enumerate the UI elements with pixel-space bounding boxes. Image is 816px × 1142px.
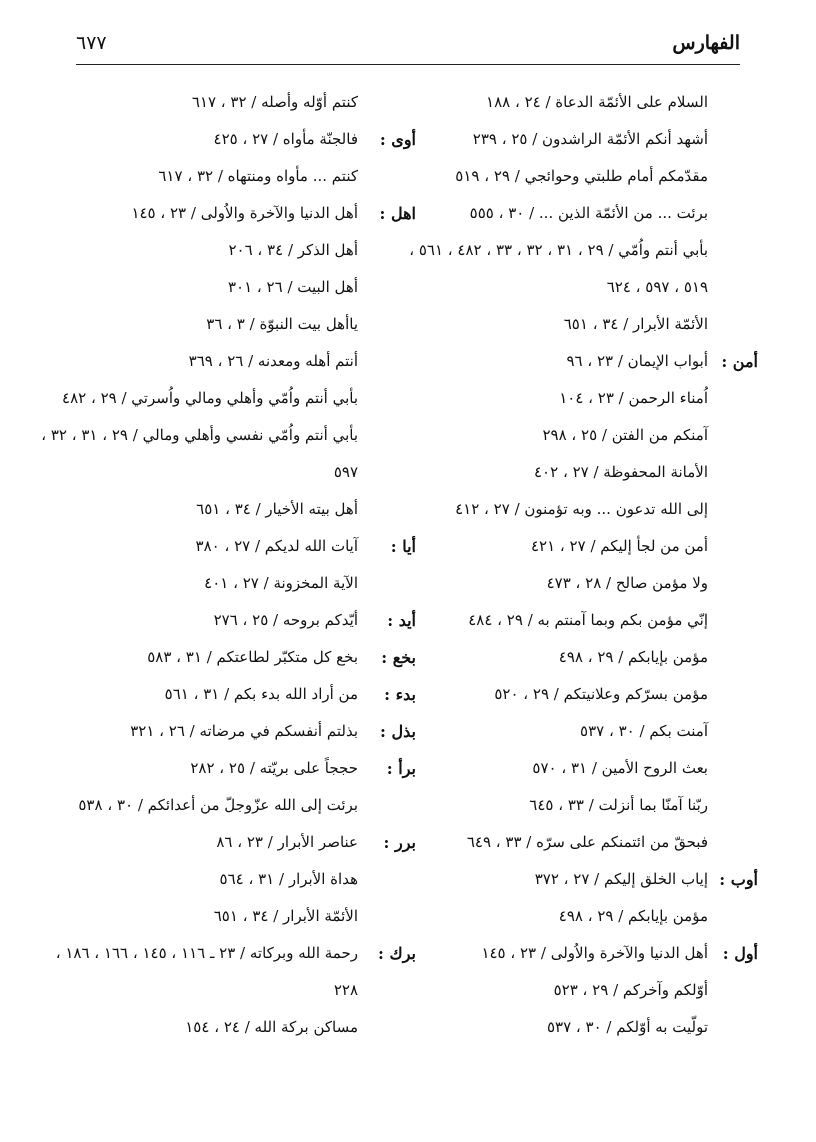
entry-text: آمنت بكم / ٣٠ ، ٥٣٧ [580, 722, 708, 740]
entry-text: مساكن بركة الله / ٢٤ ، ١٥٤ [185, 1018, 358, 1036]
entry-text: أهل البيت / ٢٦ ، ٣٠١ [227, 278, 358, 296]
index-entry [418, 528, 758, 565]
entry-text: بأبي أنتم واُمّي / ٢٩ ، ٣١ ، ٣٢ ، ٣٣ ، ٤٨٢ ، ٥٦١ ، [409, 241, 708, 259]
entry-text: تولّيت به أوّلكم / ٣٠ ، ٥٣٧ [546, 1018, 708, 1036]
index-entry [418, 343, 758, 380]
entry-text: بخع كل متكبّر لطاعتكم / ٣١ ، ٥٨٣ [147, 648, 358, 666]
entry-text: بذلتم أنفسكم في مرضاته / ٢٦ ، ٣٢١ [130, 722, 358, 740]
index-entry [418, 676, 758, 713]
root-word: بخع : [381, 648, 416, 667]
root-word: برك : [378, 944, 416, 963]
page-header [76, 30, 740, 65]
index-entry [418, 972, 758, 1009]
entry-text: أيّدكم بروحه / ٢٥ ، ٢٧٦ [213, 611, 358, 629]
index-column-left [41, 84, 416, 1046]
index-entry [74, 269, 416, 306]
index-entry [418, 750, 758, 787]
entry-text: كنتم أوّله وأصله / ٣٢ ، ٦١٧ [191, 93, 358, 111]
entry-text: الأئمّة الأبرار / ٣٤ ، ٦٥١ [563, 315, 708, 333]
entry-text: الأمانة المحفوظة / ٢٧ ، ٤٠٢ [534, 463, 708, 481]
index-entry [418, 565, 758, 602]
entry-text: مؤمن بسرّكم وعلانيتكم / ٢٩ ، ٥٢٠ [494, 685, 708, 703]
index-entry [418, 84, 758, 121]
index-entry [418, 491, 758, 528]
index-entry [418, 454, 758, 491]
entry-text: ٢٢٨ [333, 981, 358, 999]
index-entry [74, 676, 416, 713]
page-number: ٦٧٧ [76, 32, 107, 54]
index-entry [418, 639, 758, 676]
entry-text: بأبي أنتم واُمّي وأهلي ومالي واُسرتي / ٢٩ ، ٤٨٢ [62, 389, 358, 407]
entry-text: السلام على الأئمّة الدعاة / ٢٤ ، ١٨٨ [486, 93, 708, 111]
entry-text: ربّنا آمنّا بما أنزلت / ٣٣ ، ٦٤٥ [529, 796, 708, 814]
index-entry [74, 713, 416, 750]
index-entry [74, 787, 416, 824]
entry-text: أشهد أنكم الأئمّة الراشدون / ٢٥ ، ٢٣٩ [472, 130, 708, 148]
entry-text: مؤمن بإيابكم / ٢٩ ، ٤٩٨ [558, 648, 708, 666]
entry-text: أهل بيته الأخيار / ٣٤ ، ٦٥١ [196, 500, 358, 518]
entry-text: برئت إلى الله عزّوجلّ من أعدائكم / ٣٠ ، ٥٣٨ [78, 796, 358, 814]
root-word: أمن : [721, 352, 758, 371]
root-word: بذل : [380, 722, 416, 741]
entry-text: إنّي مؤمن بكم وبما آمنتم به / ٢٩ ، ٤٨٤ [468, 611, 708, 629]
index-entry [74, 750, 416, 787]
page-title: الفهارس [672, 32, 740, 54]
entry-text: رحمة الله وبركاته / ٢٣ ـ ١١٦ ، ١٤٥ ، ١٦٦ ، ١٨٦ ، [55, 944, 358, 962]
entry-text: من أراد الله بدء بكم / ٣١ ، ٥٦١ [164, 685, 358, 703]
index-entry [74, 602, 416, 639]
entry-text: فالجنّة مأواه / ٢٧ ، ٤٢٥ [213, 130, 358, 148]
entry-text: إياب الخلق إليكم / ٢٧ ، ٣٧٢ [534, 870, 708, 888]
index-entry [74, 121, 416, 158]
index-entry [74, 861, 416, 898]
root-word: أول : [722, 944, 758, 963]
index-entry [55, 935, 416, 1009]
index-entry [74, 195, 416, 232]
root-word: أوى : [379, 130, 416, 149]
index-entry [418, 787, 758, 824]
root-word: برأ : [386, 759, 416, 778]
index-entry [418, 713, 758, 750]
index-entry [418, 158, 758, 195]
index-entry [74, 158, 416, 195]
index-entry [74, 306, 416, 343]
index-entry [418, 121, 758, 158]
index-entry [74, 343, 416, 380]
index-entry [418, 417, 758, 454]
index-entry [418, 380, 758, 417]
entry-text: فبحقّ من ائتمنكم على سرّه / ٣٣ ، ٦٤٩ [466, 833, 708, 851]
entry-text: الآية المخزونة / ٢٧ ، ٤٠١ [204, 574, 358, 592]
index-entry [74, 824, 416, 861]
entry-text: هداة الأبرار / ٣١ ، ٥٦٤ [219, 870, 358, 888]
index-entry [74, 639, 416, 676]
entry-text: ياأهل بيت النبوّة / ٣ ، ٣٦ [206, 315, 358, 333]
entry-text: بعث الروح الأمين / ٣١ ، ٥٧٠ [532, 759, 708, 777]
index-entry [74, 528, 416, 565]
index-entry [74, 1009, 416, 1046]
entry-text: آمنكم من الفتن / ٢٥ ، ٢٩٨ [542, 426, 708, 444]
index-entry [41, 417, 416, 491]
index-entry [418, 306, 758, 343]
entry-text: اُمناء الرحمن / ٢٣ ، ١٠٤ [559, 389, 708, 407]
index-entry [74, 491, 416, 528]
root-word: بدء : [384, 685, 416, 704]
entry-text: أمن من لجأ إليكم / ٢٧ ، ٤٢١ [530, 537, 708, 555]
entry-text: ٥٩٧ [333, 463, 358, 481]
entry-text: أبواب الإيمان / ٢٣ ، ٩٦ [566, 352, 708, 370]
entry-text: أنتم أهله ومعدنه / ٢٦ ، ٣٦٩ [188, 352, 358, 370]
entry-text: أهل الدنيا والآخرة والاُولى / ٢٣ ، ١٤٥ [131, 204, 358, 222]
entry-text: ٥١٩ ، ٥٩٧ ، ٦٢٤ [606, 278, 708, 296]
entry-text: مؤمن بإيابكم / ٢٩ ، ٤٩٨ [558, 907, 708, 925]
index-entry [74, 84, 416, 121]
index-entry [418, 935, 758, 972]
entry-text: برئت ... من الأئمّة الذين ... / ٣٠ ، ٥٥٥ [469, 204, 708, 222]
index-entry [418, 602, 758, 639]
root-word: أوب : [719, 870, 758, 889]
entry-text: عناصر الأبرار / ٢٣ ، ٨٦ [216, 833, 358, 851]
index-entry [74, 565, 416, 602]
entry-text: أهل الدنيا والآخرة والاُولى / ٢٣ ، ١٤٥ [481, 944, 708, 962]
entry-text: إلى الله تدعون ... وبه تؤمنون / ٢٧ ، ٤١٢ [455, 500, 708, 518]
root-word: أيا : [390, 537, 416, 556]
index-entry [74, 232, 416, 269]
index-entry [418, 861, 758, 898]
index-entry [62, 380, 416, 417]
entry-text: آيات الله لديكم / ٢٧ ، ٣٨٠ [195, 537, 358, 555]
entry-text: مقدّمكم أمام طلبتي وحوائجي / ٢٩ ، ٥١٩ [455, 167, 708, 185]
index-entry [74, 898, 416, 935]
root-word: برر : [383, 833, 416, 852]
index-entry [418, 195, 758, 232]
index-column-right [409, 84, 758, 1046]
root-word: اهل : [379, 204, 416, 223]
entry-text: بأبي أنتم واُمّي نفسي وأهلي ومالي / ٢٩ ، ٣١ ، ٣٢ ، [41, 426, 358, 444]
index-entry [418, 898, 758, 935]
index-entry [409, 232, 758, 306]
entry-text: أهل الذكر / ٣٤ ، ٢٠٦ [228, 241, 358, 259]
entry-text: ولا مؤمن صالح / ٢٨ ، ٤٧٣ [546, 574, 708, 592]
index-entry [418, 824, 758, 861]
root-word: أيد : [387, 611, 416, 630]
index-entry [418, 1009, 758, 1046]
entry-text: الأئمّة الأبرار / ٣٤ ، ٦٥١ [213, 907, 358, 925]
entry-text: كنتم ... مأواه ومنتهاه / ٣٢ ، ٦١٧ [158, 167, 358, 185]
entry-text: أوّلكم وآخركم / ٢٩ ، ٥٢٣ [553, 981, 708, 999]
entry-text: حججاً على بريّته / ٢٥ ، ٢٨٢ [190, 759, 358, 777]
